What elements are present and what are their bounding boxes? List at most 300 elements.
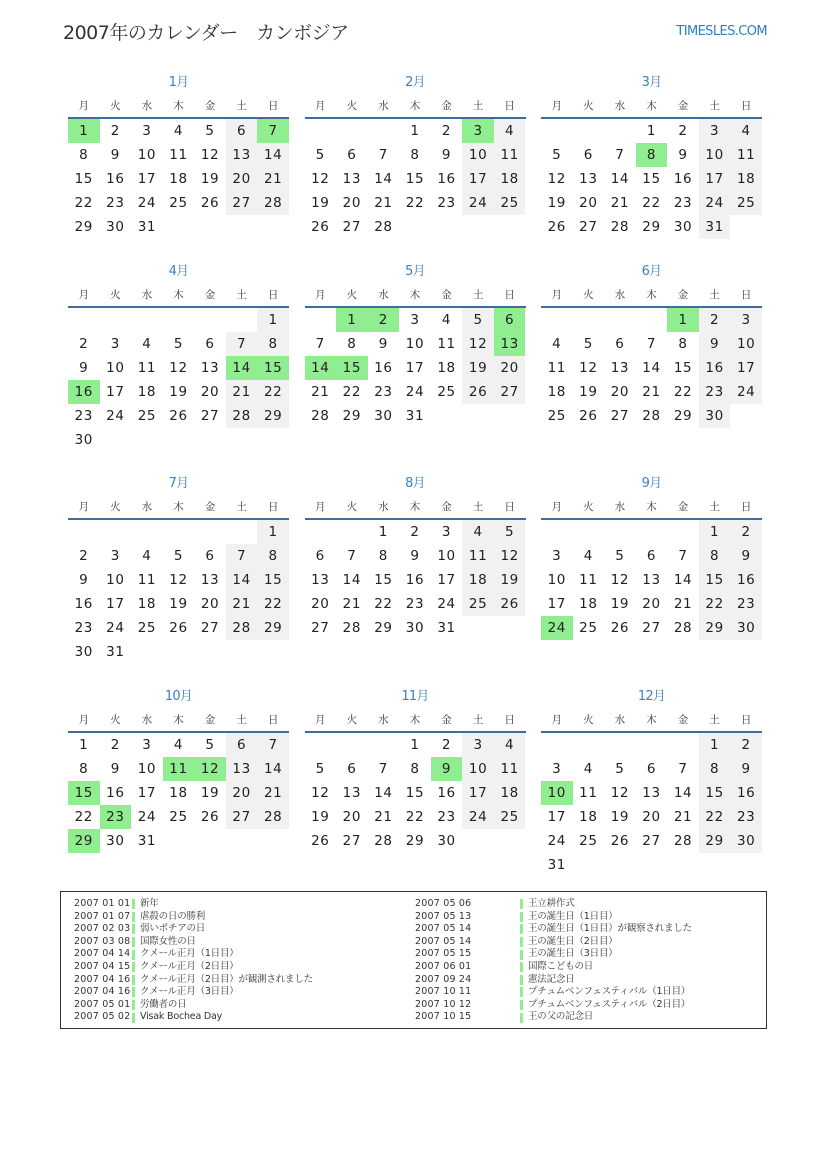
weekday-label: 土 xyxy=(709,713,720,726)
week-row xyxy=(68,404,289,428)
holiday-day-cell: 6 xyxy=(494,308,526,332)
months-grid xyxy=(68,72,762,877)
day-cell: 3 xyxy=(441,524,452,540)
day-cell: 20 xyxy=(200,383,220,400)
brand-logo-text: TIMESLES.COM xyxy=(676,24,767,39)
legend-entry xyxy=(74,948,313,961)
empty-day-cell xyxy=(462,829,494,853)
day-cell: 29 xyxy=(74,219,93,235)
holiday-marker xyxy=(520,950,523,960)
day-cell: 26 xyxy=(169,407,188,424)
weekend-day-cell: 7 xyxy=(257,733,289,757)
day-cell: 23 xyxy=(437,808,456,825)
weekday-label: 火 xyxy=(346,501,358,513)
day-cell: 19 xyxy=(169,383,188,400)
day-cell: 5 xyxy=(205,123,215,139)
day-cell: 16 xyxy=(437,171,456,187)
weekday-label: 水 xyxy=(614,100,626,112)
weekday-label: 月 xyxy=(315,713,326,726)
legend-entry xyxy=(415,911,692,924)
empty-day-cell xyxy=(305,520,337,544)
week-row xyxy=(541,191,762,215)
weekend-day-cell: 3 xyxy=(730,308,762,332)
day-cell: 13 xyxy=(342,171,362,187)
weekday-label: 金 xyxy=(441,100,452,112)
day-cell: 24 xyxy=(106,407,125,424)
legend-date: 2007 05 13 xyxy=(415,910,472,922)
day-cell: 17 xyxy=(106,383,125,400)
day-cell: 14 xyxy=(673,784,693,801)
weekend-day-cell: 24 xyxy=(462,191,494,215)
weekday-label: 土 xyxy=(472,100,484,112)
day-cell: 3 xyxy=(142,736,152,753)
day-cell: 17 xyxy=(405,359,425,376)
month-calendar-5 xyxy=(305,261,526,428)
day-cell: 24 xyxy=(547,832,566,849)
weekday-label: 水 xyxy=(614,288,626,301)
empty-day-cell xyxy=(163,215,195,239)
weekend-day-cell: 11 xyxy=(494,143,526,167)
weekday-label: 日 xyxy=(267,100,279,112)
weekend-day-cell: 8 xyxy=(257,332,289,356)
empty-day-cell xyxy=(163,520,195,544)
day-cell: 11 xyxy=(137,359,157,376)
weekday-header xyxy=(541,710,762,733)
week-row xyxy=(305,616,526,640)
day-cell: 2 xyxy=(79,548,89,564)
day-cell: 16 xyxy=(673,171,693,187)
day-cell: 26 xyxy=(311,832,330,849)
day-cell: 18 xyxy=(137,383,157,400)
week-row xyxy=(541,592,762,616)
day-cell: 30 xyxy=(74,644,93,660)
holiday-day-cell: 29 xyxy=(68,829,100,853)
day-cell: 31 xyxy=(106,644,125,660)
day-cell: 24 xyxy=(137,808,157,825)
week-row xyxy=(305,757,526,781)
day-cell: 22 xyxy=(342,383,362,400)
empty-day-cell xyxy=(100,308,132,332)
weekend-day-cell: 24 xyxy=(699,191,731,215)
week-row xyxy=(305,380,526,404)
day-cell: 22 xyxy=(374,596,393,612)
day-cell: 6 xyxy=(347,147,357,163)
holiday-day-cell: 8 xyxy=(636,143,668,167)
weekend-day-cell: 3 xyxy=(462,733,494,757)
weekend-day-cell: 2 xyxy=(730,733,762,757)
day-cell: 25 xyxy=(137,620,157,636)
legend-entry xyxy=(74,999,313,1012)
weekday-label: 土 xyxy=(236,501,247,513)
legend-date: 2007 05 02 xyxy=(74,1011,131,1023)
weekday-label: 日 xyxy=(504,501,515,513)
legend-entry xyxy=(74,911,313,924)
legend-date: 2007 06 01 xyxy=(415,960,472,972)
holiday-marker xyxy=(520,975,523,985)
month-title: 4月 xyxy=(168,263,189,279)
day-cell: 13 xyxy=(200,572,220,588)
day-cell: 15 xyxy=(673,359,693,376)
weekday-label: 水 xyxy=(141,501,153,513)
weekday-label: 土 xyxy=(472,713,484,726)
week-row xyxy=(68,757,289,781)
empty-day-cell xyxy=(636,520,668,544)
weekend-day-cell: 28 xyxy=(226,616,258,640)
day-cell: 22 xyxy=(673,383,693,400)
day-cell: 8 xyxy=(410,147,420,163)
holiday-day-cell: 15 xyxy=(336,356,368,380)
week-row xyxy=(541,308,762,332)
holiday-day-cell: 9 xyxy=(431,757,463,781)
day-cell: 31 xyxy=(137,832,157,849)
weekend-day-cell: 16 xyxy=(730,781,762,805)
weekend-day-cell: 3 xyxy=(699,119,731,143)
day-cell: 16 xyxy=(106,171,125,187)
weekend-day-cell: 2 xyxy=(730,520,762,544)
day-cell: 29 xyxy=(405,832,425,849)
empty-day-cell xyxy=(462,215,494,239)
day-cell: 27 xyxy=(642,620,661,636)
day-cell: 17 xyxy=(106,596,125,612)
weekend-day-cell: 27 xyxy=(226,805,258,829)
day-cell: 25 xyxy=(547,407,566,424)
weekday-header xyxy=(541,96,762,119)
day-cell: 7 xyxy=(347,548,357,564)
week-row xyxy=(541,520,762,544)
empty-day-cell xyxy=(667,520,699,544)
legend-holiday-name: 国際女性の日 xyxy=(140,935,196,947)
day-cell: 23 xyxy=(74,407,93,424)
day-cell: 6 xyxy=(646,760,657,777)
empty-day-cell xyxy=(573,308,605,332)
holiday-marker xyxy=(132,937,135,947)
day-cell: 30 xyxy=(106,832,125,849)
legend-holiday-name: 王の誕生日（1日目）が観察されました xyxy=(528,923,692,935)
empty-day-cell xyxy=(604,119,636,143)
legend-holiday-name: クメール正月（2日目）が観測されました xyxy=(140,973,313,985)
weekday-label: 水 xyxy=(378,100,389,112)
legend-date: 2007 04 15 xyxy=(74,960,131,972)
day-cell: 4 xyxy=(583,760,593,777)
day-cell: 8 xyxy=(347,335,357,352)
empty-day-cell xyxy=(100,520,132,544)
weekday-label: 日 xyxy=(740,100,752,112)
empty-day-cell xyxy=(131,428,163,452)
day-cell: 25 xyxy=(169,808,188,825)
weekday-label: 水 xyxy=(614,713,626,726)
day-cell: 30 xyxy=(74,431,93,448)
week-row xyxy=(305,520,526,544)
empty-day-cell xyxy=(68,308,100,332)
day-cell: 23 xyxy=(374,383,393,400)
day-cell: 12 xyxy=(169,359,188,376)
empty-day-cell xyxy=(730,215,762,239)
week-row xyxy=(305,119,526,143)
week-row xyxy=(68,428,289,452)
legend-entry xyxy=(74,961,313,974)
weekend-day-cell: 20 xyxy=(226,167,258,191)
legend-holiday-name: 王の誕生日（1日目） xyxy=(528,910,618,922)
week-row xyxy=(68,167,289,191)
day-cell: 1 xyxy=(378,524,388,540)
day-cell: 26 xyxy=(311,219,330,235)
weekday-label: 金 xyxy=(204,713,216,726)
day-cell: 3 xyxy=(110,335,120,352)
weekend-day-cell: 10 xyxy=(462,757,494,781)
weekday-label: 木 xyxy=(409,713,421,726)
weekday-label: 水 xyxy=(378,288,389,301)
legend-holiday-name: 虐殺の日の勝利 xyxy=(140,910,206,922)
holiday-marker xyxy=(520,937,523,947)
day-cell: 2 xyxy=(441,736,452,753)
legend-date: 2007 10 12 xyxy=(415,998,472,1010)
day-cell: 5 xyxy=(205,736,215,753)
day-cell: 16 xyxy=(405,572,425,588)
week-row xyxy=(541,332,762,356)
weekday-label: 日 xyxy=(504,100,515,112)
day-cell: 1 xyxy=(410,123,420,139)
week-row xyxy=(541,805,762,829)
legend-holiday-name: 国際こどもの日 xyxy=(528,960,594,972)
day-cell: 6 xyxy=(347,760,357,777)
legend-date: 2007 02 03 xyxy=(74,923,131,935)
weekend-day-cell: 28 xyxy=(257,191,289,215)
weekday-header xyxy=(305,497,526,520)
empty-day-cell xyxy=(226,829,258,853)
day-cell: 19 xyxy=(200,171,220,187)
day-cell: 10 xyxy=(106,359,125,376)
holiday-marker xyxy=(132,1000,135,1010)
weekday-header xyxy=(305,285,526,308)
day-cell: 15 xyxy=(642,171,661,187)
day-cell: 16 xyxy=(106,784,125,801)
weekday-label: 金 xyxy=(441,713,452,726)
weekend-day-cell: 1 xyxy=(699,520,731,544)
weekend-day-cell: 11 xyxy=(730,143,762,167)
weekday-header xyxy=(305,96,526,119)
day-cell: 18 xyxy=(169,784,188,801)
weekend-day-cell: 17 xyxy=(730,356,762,380)
day-cell: 21 xyxy=(311,383,330,400)
day-cell: 30 xyxy=(437,832,456,849)
day-cell: 27 xyxy=(642,832,661,849)
day-cell: 13 xyxy=(311,572,330,588)
week-row xyxy=(541,356,762,380)
day-cell: 5 xyxy=(315,760,325,777)
holiday-day-cell: 15 xyxy=(68,781,100,805)
legend-date: 2007 09 24 xyxy=(415,973,472,985)
day-cell: 18 xyxy=(437,359,456,376)
weekday-header xyxy=(68,285,289,308)
day-cell: 26 xyxy=(200,195,220,211)
weekday-label: 火 xyxy=(110,501,121,513)
day-cell: 13 xyxy=(342,784,362,801)
day-cell: 6 xyxy=(646,548,657,564)
weekend-day-cell: 27 xyxy=(494,380,526,404)
day-cell: 17 xyxy=(437,572,456,588)
month-calendar-9 xyxy=(541,473,762,640)
weekday-label: 月 xyxy=(78,288,90,301)
legend-entry xyxy=(74,974,313,987)
day-cell: 7 xyxy=(678,548,688,564)
weekend-day-cell: 9 xyxy=(730,544,762,568)
day-cell: 24 xyxy=(137,195,157,211)
empty-day-cell xyxy=(226,308,258,332)
weekend-day-cell: 21 xyxy=(257,167,289,191)
weekday-label: 月 xyxy=(551,501,563,513)
weekday-label: 木 xyxy=(409,501,421,513)
weekday-label: 金 xyxy=(677,501,689,513)
legend-holiday-name: 王の父の記念日 xyxy=(528,1011,594,1023)
empty-day-cell xyxy=(604,853,636,877)
holiday-marker xyxy=(520,899,523,909)
weekday-label: 月 xyxy=(315,288,326,301)
day-cell: 30 xyxy=(374,407,393,424)
day-cell: 5 xyxy=(615,760,625,777)
weekday-label: 月 xyxy=(315,501,326,513)
empty-day-cell xyxy=(699,853,731,877)
legend-holiday-name: 弱いボチアの日 xyxy=(140,923,206,935)
day-cell: 21 xyxy=(342,596,362,612)
empty-day-cell xyxy=(368,119,400,143)
legend-entry xyxy=(415,936,692,949)
empty-day-cell xyxy=(68,520,100,544)
weekend-day-cell: 11 xyxy=(462,544,494,568)
day-cell: 23 xyxy=(673,195,693,211)
week-row xyxy=(541,544,762,568)
empty-day-cell xyxy=(100,428,132,452)
week-row xyxy=(68,829,289,853)
holiday-day-cell: 1 xyxy=(68,119,100,143)
day-cell: 12 xyxy=(610,784,630,801)
empty-day-cell xyxy=(336,119,368,143)
weekend-day-cell: 24 xyxy=(730,380,762,404)
weekend-day-cell: 16 xyxy=(730,568,762,592)
weekday-label: 火 xyxy=(346,713,358,726)
empty-day-cell xyxy=(730,404,762,428)
weekend-day-cell: 9 xyxy=(730,757,762,781)
legend-holiday-name: プチュムベンフェスティバル（1日目） xyxy=(528,986,691,998)
day-cell: 18 xyxy=(579,596,598,612)
weekday-label: 火 xyxy=(583,288,594,301)
holiday-marker xyxy=(132,899,135,909)
weekend-day-cell: 4 xyxy=(494,119,526,143)
weekend-day-cell: 5 xyxy=(494,520,526,544)
day-cell: 30 xyxy=(405,620,425,636)
day-cell: 10 xyxy=(106,572,125,588)
month-calendar-12 xyxy=(541,686,762,877)
weekday-label: 火 xyxy=(346,288,358,301)
weekend-day-cell: 2 xyxy=(699,308,731,332)
day-cell: 11 xyxy=(547,359,566,376)
holiday-marker xyxy=(132,987,135,997)
week-row xyxy=(68,640,289,664)
weekend-day-cell: 9 xyxy=(699,332,731,356)
weekday-label: 月 xyxy=(315,100,326,112)
day-cell: 28 xyxy=(673,620,693,636)
day-cell: 2 xyxy=(410,524,420,540)
weekday-label: 日 xyxy=(267,501,279,513)
day-cell: 3 xyxy=(552,760,562,777)
weekday-label: 日 xyxy=(740,288,752,301)
day-cell: 29 xyxy=(374,620,393,636)
holiday-marker xyxy=(132,924,135,934)
empty-day-cell xyxy=(226,640,258,664)
day-cell: 4 xyxy=(142,548,152,564)
day-cell: 21 xyxy=(673,596,693,612)
holiday-legend xyxy=(60,891,767,1029)
day-cell: 7 xyxy=(315,335,325,352)
week-row xyxy=(541,380,762,404)
day-cell: 24 xyxy=(437,596,456,612)
empty-day-cell xyxy=(604,308,636,332)
legend-holiday-name: 労働者の日 xyxy=(140,998,187,1010)
legend-entry xyxy=(415,961,692,974)
weekend-day-cell: 17 xyxy=(462,781,494,805)
weekend-day-cell: 13 xyxy=(226,757,258,781)
empty-day-cell xyxy=(226,215,258,239)
weekday-label: 水 xyxy=(378,713,389,726)
weekend-day-cell: 18 xyxy=(730,167,762,191)
weekend-day-cell: 22 xyxy=(699,805,731,829)
weekend-day-cell: 17 xyxy=(462,167,494,191)
legend-date: 2007 04 16 xyxy=(74,986,131,998)
legend-entry xyxy=(415,923,692,936)
day-cell: 21 xyxy=(374,808,393,825)
legend-holiday-name: 王の誕生日（2日目） xyxy=(528,935,618,947)
legend-date: 2007 05 01 xyxy=(74,998,131,1010)
day-cell: 28 xyxy=(642,407,661,424)
weekend-day-cell: 11 xyxy=(494,757,526,781)
weekend-day-cell: 28 xyxy=(257,805,289,829)
empty-day-cell xyxy=(163,428,195,452)
month-calendar-7 xyxy=(68,473,289,664)
day-cell: 9 xyxy=(79,359,89,376)
legend-column xyxy=(415,898,692,1024)
day-cell: 2 xyxy=(110,123,120,139)
day-cell: 26 xyxy=(579,407,598,424)
weekend-day-cell: 7 xyxy=(226,332,258,356)
day-cell: 2 xyxy=(441,123,452,139)
weekend-day-cell: 26 xyxy=(462,380,494,404)
day-cell: 18 xyxy=(579,808,598,825)
day-cell: 17 xyxy=(137,171,157,187)
weekend-day-cell: 30 xyxy=(730,829,762,853)
weekday-label: 日 xyxy=(504,713,515,726)
empty-day-cell xyxy=(431,215,463,239)
weekend-day-cell: 25 xyxy=(462,592,494,616)
day-cell: 8 xyxy=(410,760,420,777)
weekday-label: 火 xyxy=(110,100,121,112)
month-calendar-1 xyxy=(68,72,289,239)
day-cell: 11 xyxy=(579,784,598,801)
day-cell: 20 xyxy=(642,808,661,825)
weekday-label: 土 xyxy=(236,288,247,301)
weekday-label: 土 xyxy=(472,288,484,301)
week-row xyxy=(68,119,289,143)
day-cell: 28 xyxy=(342,620,362,636)
empty-day-cell xyxy=(305,733,337,757)
weekday-label: 木 xyxy=(646,288,657,301)
day-cell: 8 xyxy=(378,548,388,564)
day-cell: 11 xyxy=(137,572,157,588)
day-cell: 27 xyxy=(311,620,330,636)
empty-day-cell xyxy=(336,520,368,544)
weekend-day-cell: 13 xyxy=(226,143,258,167)
day-cell: 23 xyxy=(437,195,456,211)
empty-day-cell xyxy=(541,119,573,143)
weekend-day-cell: 23 xyxy=(730,592,762,616)
